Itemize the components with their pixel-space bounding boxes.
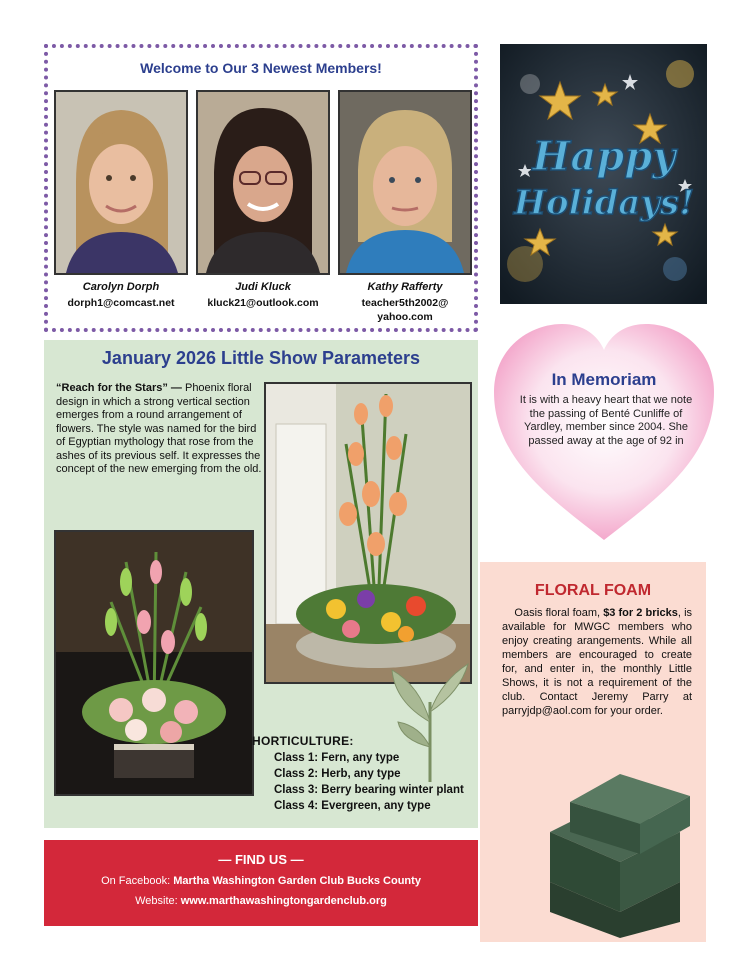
arrangement-photo-round <box>54 530 254 796</box>
design-description: Phoenix floral design in which a strong vertical section emerges from a round arrangement of flowers. The style was named for the bird of Egyptian mythology that rose from the ashes of its previous self. It expresses the concept of the new emerging from the old. <box>56 382 262 475</box>
website-line <box>44 895 478 907</box>
horticulture-class: Class 4: Evergreen, any type <box>274 800 431 812</box>
member-name: Judi Kluck <box>235 281 291 293</box>
member-photo <box>54 90 188 275</box>
member-photo <box>196 90 330 275</box>
foam-price: $3 for 2 bricks <box>603 607 678 619</box>
little-show-description <box>56 382 262 477</box>
arrangement-photo-tall <box>264 382 472 684</box>
happy-holidays-image <box>500 44 707 304</box>
welcome-box <box>44 44 478 332</box>
member-card-kluck <box>196 90 330 310</box>
member-email: dorph1@comcast.net <box>67 297 175 309</box>
member-email: kluck21@outlook.com <box>207 297 319 309</box>
member-photo <box>338 90 472 275</box>
member-email-line1: teacher5th2002@ <box>361 297 449 309</box>
floral-foam-section <box>480 562 706 942</box>
in-memoriam-text: It is with a heavy heart that we note the passing of Benté Cunliffe of Yardley, member since 2004. She passed away at the age of 92 in <box>519 394 693 447</box>
horticulture-class: Class 3: Berry bearing winter plant <box>274 784 464 796</box>
little-show-section <box>44 340 478 828</box>
floral-foam-text <box>502 606 692 718</box>
member-card-dorph <box>54 90 188 310</box>
website-label: Website: <box>135 895 181 907</box>
member-name: Carolyn Dorph <box>82 281 160 293</box>
in-memoriam-block <box>490 318 718 546</box>
foam-bricks-image <box>530 762 706 940</box>
member-email <box>338 296 472 324</box>
facebook-line <box>44 875 478 887</box>
website-link[interactable]: www.marthawashingtongardenclub.org <box>180 895 387 907</box>
horticulture-title: HORTICULTURE: <box>252 734 354 748</box>
floral-foam-title: FLORAL FOAM <box>534 582 652 599</box>
member-card-rafferty <box>338 90 472 324</box>
design-name: “Reach for the Stars” — <box>56 382 182 394</box>
horticulture-class: Class 2: Herb, any type <box>274 768 401 780</box>
little-show-title: January 2026 Little Show Parameters <box>101 348 421 368</box>
foam-text-a: Oasis floral foam, <box>514 607 604 619</box>
facebook-label: On Facebook: <box>101 875 174 887</box>
horticulture-list <box>252 734 478 812</box>
holiday-text-holidays: Holidays! <box>513 183 695 223</box>
foam-text-b: , is available for MWGC members who enjoy creating arangements. While all members are encouraged to create for, and enter in, the monthly Little Shows, it is not a requirement of the club. Contact Jeremy Parry at parryjdp@aol.com for your order. <box>502 607 693 717</box>
member-email-line2: yahoo.com <box>377 311 433 323</box>
facebook-link[interactable]: Martha Washington Garden Club Bucks County <box>173 875 421 887</box>
find-us-banner <box>44 840 478 926</box>
member-name: Kathy Rafferty <box>367 281 443 293</box>
find-us-title: — FIND US — <box>218 852 304 867</box>
holiday-text-happy: Happy <box>532 133 676 180</box>
in-memoriam-title: In Memoriam <box>551 370 657 389</box>
welcome-title: Welcome to Our 3 Newest Members! <box>140 60 382 76</box>
horticulture-class: Class 1: Fern, any type <box>274 752 400 764</box>
